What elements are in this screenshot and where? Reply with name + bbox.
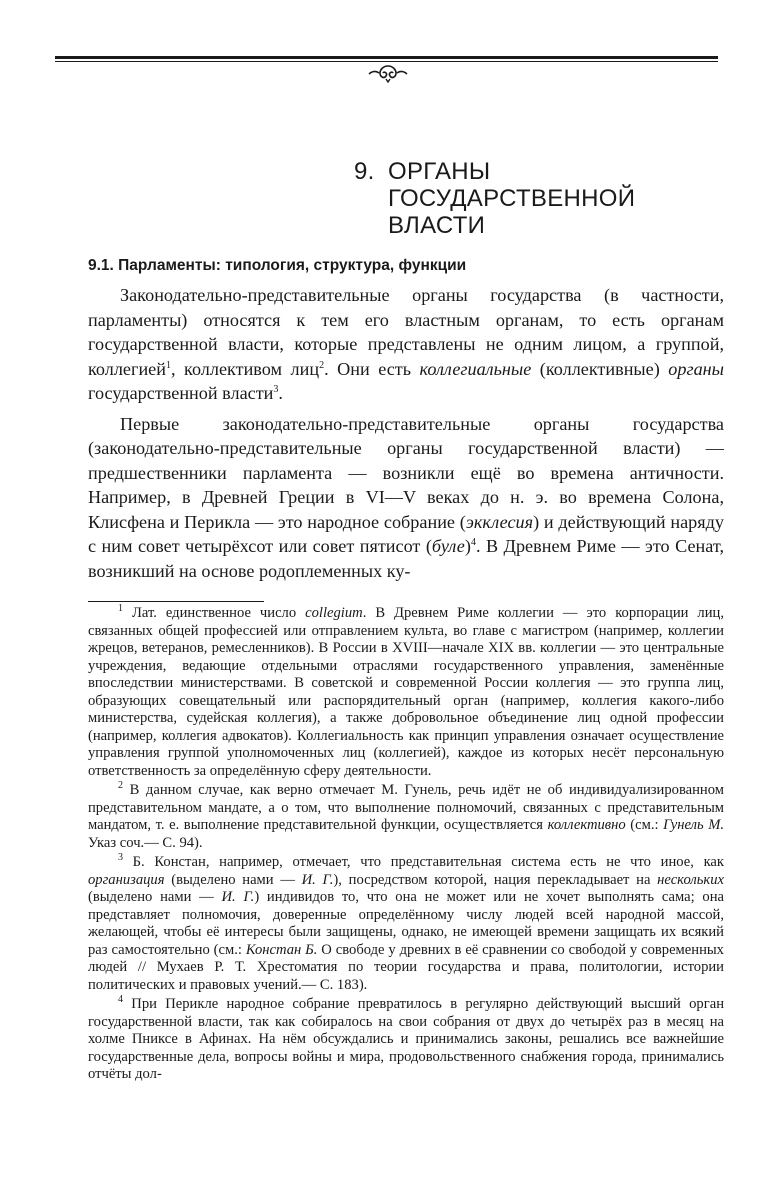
emphasis: Констан Б. bbox=[245, 941, 318, 958]
emphasis: организация bbox=[88, 871, 165, 888]
emphasis: И. Г. bbox=[301, 871, 334, 888]
chapter-title-line-2: ГОСУДАРСТВЕННОЙ bbox=[388, 185, 636, 212]
text: В данном случае, как верно отмечает М. Гунель, речь идёт не об индивидуализированном представительном мандате, а о том, что выполнение полномочий, связанных с представительным мандатом, т. е. выполнение представительной функции, осуществляется bbox=[88, 782, 724, 833]
emphasis: экклесия bbox=[465, 511, 534, 532]
paragraph-1 bbox=[88, 283, 724, 406]
emphasis: буле bbox=[431, 536, 465, 556]
footnote-mark: 3 bbox=[118, 852, 123, 864]
text: Указ соч.— С. 94). bbox=[88, 834, 203, 851]
chapter-number: 9. bbox=[354, 158, 375, 185]
chapter-title-line-3: ВЛАСТИ bbox=[388, 212, 486, 239]
text: . В Древнем Риме — это Сенат, возникший на основе родоплеменных ку- bbox=[88, 536, 725, 581]
text: . Они есть bbox=[324, 358, 420, 379]
footnote-2 bbox=[88, 782, 724, 852]
text: ), посредством которой, нация перекладывает на bbox=[333, 871, 658, 888]
chapter-title bbox=[354, 158, 674, 239]
emphasis: коллегиальные bbox=[419, 358, 532, 379]
paragraph-2 bbox=[88, 412, 724, 584]
footnote-ref-2: 2 bbox=[319, 359, 325, 371]
text: Законодательно-представительные органы государства (в частности, парламенты) относятся к тем его властным органам, то есть органам государственной власти, которые представлены не одним лицом, а группой, коллегией bbox=[88, 285, 724, 379]
text: ) и действующий наряду с ним совет четырёхсот или совет пятисот ( bbox=[88, 511, 724, 556]
text: Лат. единственное число bbox=[123, 605, 306, 621]
footnote-ref-3: 3 bbox=[273, 383, 279, 395]
emphasis: Гунель М. bbox=[663, 817, 724, 833]
footnote-mark: 4 bbox=[118, 994, 123, 1006]
footnotes bbox=[88, 605, 724, 1086]
footnote-3 bbox=[88, 854, 724, 994]
ornament-icon bbox=[366, 62, 410, 84]
emphasis: органы bbox=[668, 358, 724, 379]
text: (коллективные) bbox=[531, 358, 669, 379]
emphasis: нескольких bbox=[657, 871, 724, 888]
chapter-title-line-1: ОРГАНЫ bbox=[388, 158, 491, 185]
footnote-mark: 2 bbox=[118, 780, 123, 792]
text: Первые законодательно-представительные органы государства (законодательно-представительные органы государственной власти) — предшественники парламента — возникли ещё во времена античности. Например, в Древней Греции в VI—V веках до н. э. во времена Солона, Клисфена и Перикла — это народное собрание ( bbox=[88, 413, 724, 532]
footnote-1 bbox=[88, 605, 724, 780]
text: , коллективом лиц bbox=[171, 358, 320, 379]
emphasis: И. Г. bbox=[221, 889, 255, 905]
emphasis: коллективно bbox=[547, 817, 626, 833]
text: . В Древнем Риме коллегии — это корпорации лиц, связанных общей профессией или отправлением культа, во главе с магистром (например, коллегии жрецов, ветеранов, ремесленников). В России в XVIII—начале XIX вв. коллегии — это центральные учреждения, ведающие отдельными отраслями государственного управления, заменённые впоследствии министерствами. В советской и современной России коллегия — это группа лиц, образующих совещательный или распорядительный орган (например, коллегия какого-либо министерства, судейская коллегия), а также добровольное объединение лиц одной профессии (например, коллегия адвокатов). Коллегиальность как принцип управления означает осуществление управления группой уполномоченных лиц (коллегией), каждое из которых несёт персональную ответственность за определённую сферу деятельности. bbox=[88, 605, 724, 779]
text: Б. Констан, например, отмечает, что представительная система есть не что иное, как bbox=[123, 854, 724, 870]
top-rule-thick bbox=[55, 56, 718, 59]
text: ) bbox=[464, 536, 471, 556]
text: (выделено нами — bbox=[164, 871, 302, 888]
text: ) индивидов то, что она не может или не хочет выполнять сама; она представляет полномочия, доверенные определённому числу людей всей народной массой, желающей, чтобы её интересы были защищены, однако, не имеющей времени защищать их всякий раз самостоятельно (см.: bbox=[88, 889, 724, 958]
text: (выделено нами — bbox=[88, 889, 222, 905]
text: О свободе у древних в её сравнении со свободой у современных людей // Мухаев Р. Т. Хрестоматия по теории государства и права, политологии, истории политических и правовых учений.— С. 183). bbox=[88, 941, 724, 993]
footnote-separator bbox=[88, 601, 264, 602]
footnote-ref-4: 4 bbox=[470, 536, 476, 548]
footnote-ref-1: 1 bbox=[166, 359, 171, 371]
text: . bbox=[278, 383, 283, 403]
section-title: 9.1. Парламенты: типология, структура, функции bbox=[88, 257, 467, 274]
text: (см.: bbox=[625, 817, 664, 833]
emphasis: collegium bbox=[305, 605, 363, 621]
body-text bbox=[88, 283, 724, 583]
text: государственной власти bbox=[88, 383, 274, 403]
footnote-mark: 1 bbox=[118, 603, 123, 615]
text: При Перикле народное собрание превратилось в регулярно действующий высший орган государственной власти, так как собиралось на свои собрания от двух до четырёх раз в месяц на холме Пниксе в Афинах. На нём обсуждались и принимались законы, решались все важнейшие государственные дела, вопросы войны и мира, продовольственного снабжения города, принимались отчёты дол- bbox=[88, 996, 724, 1082]
footnote-4 bbox=[88, 996, 724, 1084]
